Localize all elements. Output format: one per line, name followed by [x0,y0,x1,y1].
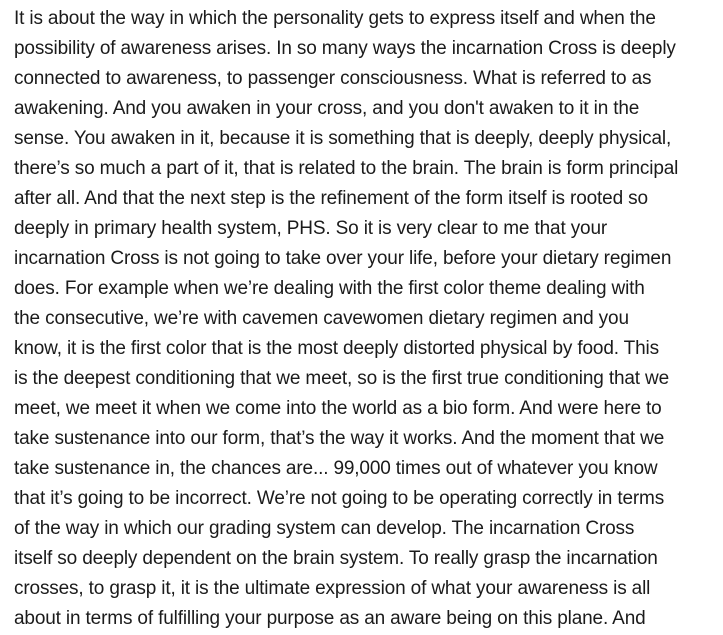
text-line: itself so deeply dependent on the brain system. To really grasp the incarnation [14,548,658,569]
text-line: that it’s going to be incorrect. We’re not going to be operating correctly in terms [14,488,665,509]
text-line: connected to awareness, to passenger consciousness. What is referred to as [14,68,652,89]
text-line: there’s so much a part of it, that is related to the brain. The brain is form principal [14,158,679,179]
text-line: sense. You awaken in it, because it is something that is deeply, deeply physical, [14,128,672,149]
text-line: know, it is the first color that is the most deeply distorted physical by food. This [14,338,659,359]
text-line: It is about the way in which the personality gets to express itself and when the [14,8,656,29]
document-body [14,4,717,635]
text-line: meet, we meet it when we come into the world as a bio form. And were here to [14,398,662,419]
text-line: is the deepest conditioning that we meet, so is the first true conditioning that we [14,368,670,389]
text-line: deeply in primary health system, PHS. So it is very clear to me that your [14,218,608,239]
text-line: incarnation Cross is not going to take over your life, before your dietary regimen [14,248,672,269]
text-line: of the way in which our grading system can develop. The incarnation Cross [14,518,635,539]
text-line: possibility of awareness arises. In so many ways the incarnation Cross is deeply [14,38,676,59]
text-line: take sustenance into our form, that’s the way it works. And the moment that we [14,428,665,449]
text-line: the consecutive, we’re with cavemen cavewomen dietary regimen and you [14,308,629,329]
text-line: does. For example when we’re dealing with the first color theme dealing with [14,278,645,299]
text-line: crosses, to grasp it, it is the ultimate expression of what your awareness is all [14,578,651,599]
text-line: take sustenance in, the chances are... 99,000 times out of whatever you know [14,458,658,479]
text-line: awakening. And you awaken in your cross, and you don't awaken to it in the [14,98,640,119]
text-line: about in terms of fulfilling your purpose as an aware being on this plane. And [14,608,646,629]
text-line: after all. And that the next step is the refinement of the form itself is rooted so [14,188,648,209]
